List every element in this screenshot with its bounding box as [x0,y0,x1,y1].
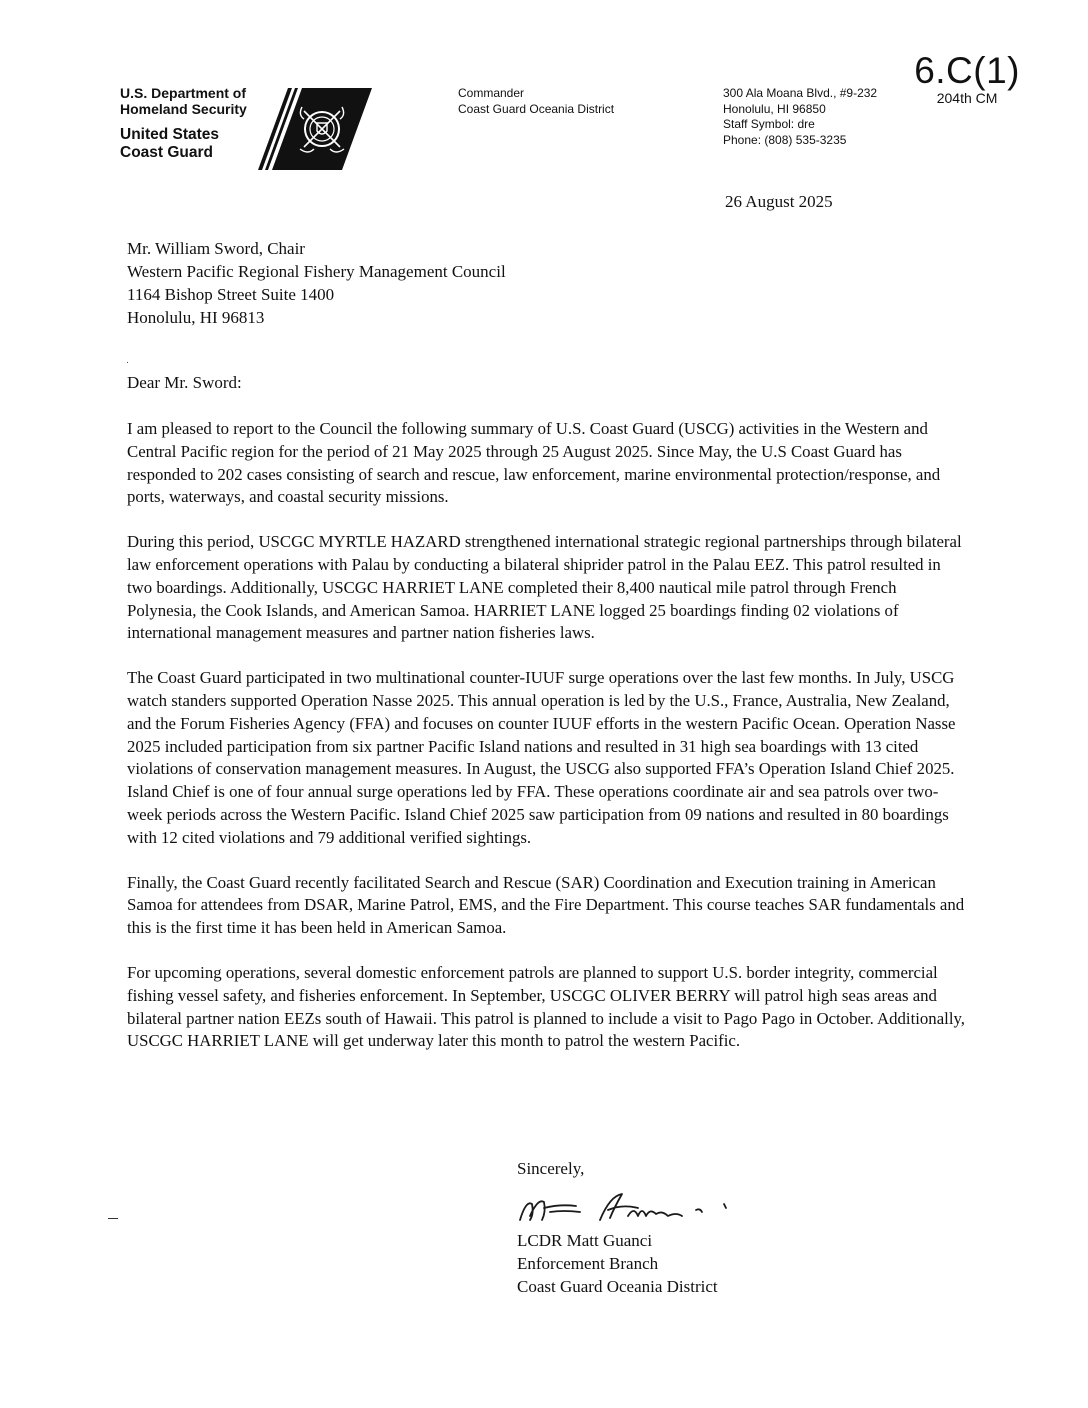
signer-district: Coast Guard Oceania District [517,1277,718,1297]
closing: Sincerely, [517,1159,585,1178]
salutation: Dear Mr. Sword: [127,373,242,392]
department-name [120,86,247,117]
uscg-line-1: United States [120,126,220,144]
recipient-line-2: Western Pacific Regional Fishery Management Council [127,262,506,282]
contact-address-2: Honolulu, HI 96850 [723,101,826,116]
letterhead-office [458,86,614,117]
office-line-1: Commander [458,86,525,100]
coast-guard-emblem-icon [254,88,376,170]
scan-speck [127,362,128,363]
body-paragraph: The Coast Guard participated in two multinational counter-IUUF surge operations over the last few months. In July, USCG watch standers supported Operation Nasse 2025. This annual operation is led by the U.S., France, Australia, New Zealand, and the Forum Fisheries Agency (FFA) and focuses on counter IUUF efforts in the western Pacific Ocean. Operation Nasse 2025 included participation from six partner Pacific Island nations and resulted in 31 high sea boardings with 13 cited violations of conservation management measures. In August, the USCG also supported FFA’s Operation Island Chief 2025. Island Chief is one of four annual surge operations led by FFA. These operations coordinate air and sea patrols over two-week periods across the Western Pacific. Island Chief 2025 saw participation from 09 nations and resulted in 80 boardings with 12 cited violations and 79 additional verified sightings. [127,668,956,847]
recipient-line-1: Mr. William Sword, Chair [127,239,305,258]
agenda-tag [914,52,1020,105]
letter-body [127,418,965,1075]
contact-address-1: 300 Ala Moana Blvd., #9-232 [723,86,878,100]
signer-branch: Enforcement Branch [517,1254,659,1274]
agenda-code: 6.C(1) [914,50,1020,91]
staff-symbol: Staff Symbol: dre [723,117,815,132]
letterhead-agency [120,86,247,161]
letter-date: 26 August 2025 [725,192,833,211]
letterhead-contact [723,86,877,148]
recipient-address [127,237,506,329]
handwritten-signature-icon [510,1186,780,1228]
uscg-line-2: Coast Guard [120,143,214,161]
body-paragraph: Finally, the Coast Guard recently facilitated Search and Rescue (SAR) Coordination and Execution training in American Samoa for attendees from DSAR, Marine Patrol, EMS, and the Fire Department. This course teaches SAR fundamentals and this is the first time it has been held in American Samoa. [127,872,965,938]
office-line-2: Coast Guard Oceania District [458,101,615,116]
uscg-name [120,126,247,161]
recipient-line-3: 1164 Bishop Street Suite 1400 [127,285,335,305]
recipient-line-4: Honolulu, HI 96813 [127,308,265,328]
signer-name: LCDR Matt Guanci [517,1231,653,1250]
body-paragraph: For upcoming operations, several domestic enforcement patrols are planned to support U.S. border integrity, commercial fishing vessel safety, and fisheries enforcement. In September, USCGC OLIVER BERRY will patrol high seas areas and bilateral partner nation EEZs south of Hawaii. This patrol is planned to include a visit to Pago Pago in October. Additionally, USCGC HARRIET LANE will get underway later this month to patrol the western Pacific. [127,962,965,1051]
agenda-meeting: 204th CM [936,90,998,106]
dept-line-2: Homeland Security [120,100,247,117]
body-paragraph: I am pleased to report to the Council the following summary of U.S. Coast Guard (USCG) activities in the Western and Central Pacific region for the period of 21 May 2025 through 25 August 2025. Since May, the U.S Coast Guard has responded to 202 cases consisting of search and rescue, law enforcement, marine environmental protection/response, and ports, waterways, and coastal security missions. [127,419,941,507]
scan-mark [108,1218,118,1219]
signature-block [517,1229,718,1298]
dept-line-1: U.S. Department of [120,85,247,101]
body-paragraph: During this period, USCGC MYRTLE HAZARD strengthened international strategic regional partnerships through bilateral law enforcement operations with Palau by conducting a bilateral shiprider patrol in the Palau EEZ. This patrol resulted in two boardings. Additionally, USCGC HARRIET LANE completed their 8,400 nautical mile patrol through French Polynesia, the Cook Islands, and American Samoa. HARRIET LANE logged 25 boardings finding 02 violations of international management measures and partner nation fisheries laws. [127,532,962,643]
phone-number: Phone: (808) 535-3235 [723,132,847,147]
